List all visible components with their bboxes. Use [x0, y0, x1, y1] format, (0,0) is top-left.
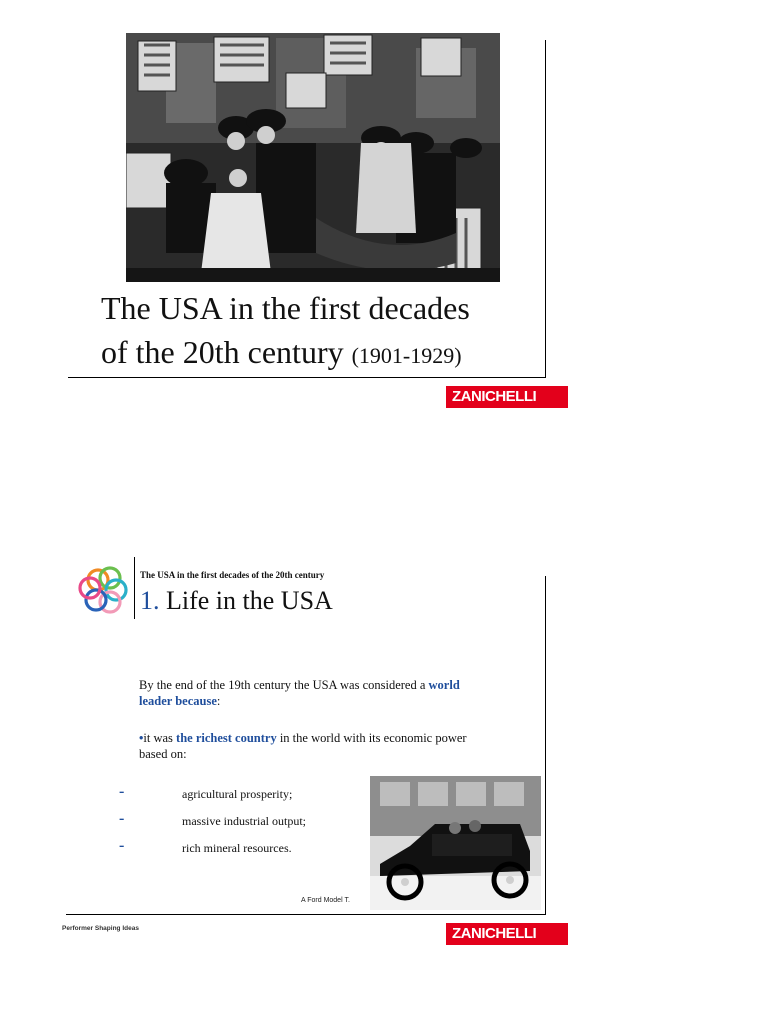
slide2-breadcrumb: The USA in the first decades of the 20th century [140, 570, 325, 580]
performer-logo-icon [76, 562, 132, 618]
slide2-header-divider [134, 557, 135, 619]
richest-text: it was [143, 731, 177, 745]
zanichelli-logo: ZANICHELLI [446, 386, 568, 408]
slide1-title-years: (1901-1929) [351, 343, 462, 368]
ford-model-t-photo [370, 776, 541, 910]
zanichelli-logo: ZANICHELLI [446, 923, 568, 945]
slide2-heading-number: 1. [140, 586, 160, 615]
list-dash: - [119, 783, 125, 800]
slide1-title [101, 286, 541, 378]
list-item: rich mineral resources. [182, 841, 292, 855]
slide2-border-bottom [66, 914, 546, 915]
list-item: agricultural prosperity; [182, 787, 293, 801]
slide1-title-line2: of the 20th century [101, 334, 344, 370]
richest-country-paragraph [139, 730, 469, 762]
intro-text: By the end of the 19th century the USA was considered a [139, 678, 429, 692]
slide2-border-right [545, 576, 546, 914]
bullet-marker: • [139, 731, 144, 745]
slide1-title-line1: The USA in the first decades [101, 290, 470, 326]
list-item: massive industrial output; [182, 814, 306, 828]
richest-highlight: the richest country [176, 731, 277, 745]
intro-highlight: world leader because [139, 678, 460, 708]
photo-caption: A Ford Model T. [301, 897, 350, 904]
suffragette-parade-photo [126, 33, 500, 282]
footer-tagline: Performer Shaping Ideas [62, 925, 139, 932]
list-dash: - [119, 837, 125, 854]
intro-paragraph [139, 677, 489, 709]
slide1-border-right [545, 40, 546, 377]
slide2-heading [140, 586, 333, 616]
slide2-heading-text: Life in the USA [166, 586, 333, 615]
list-dash: - [119, 810, 125, 827]
intro-text-end: : [216, 694, 221, 708]
richest-text-end: in the world with its economic power based on: [139, 731, 467, 761]
